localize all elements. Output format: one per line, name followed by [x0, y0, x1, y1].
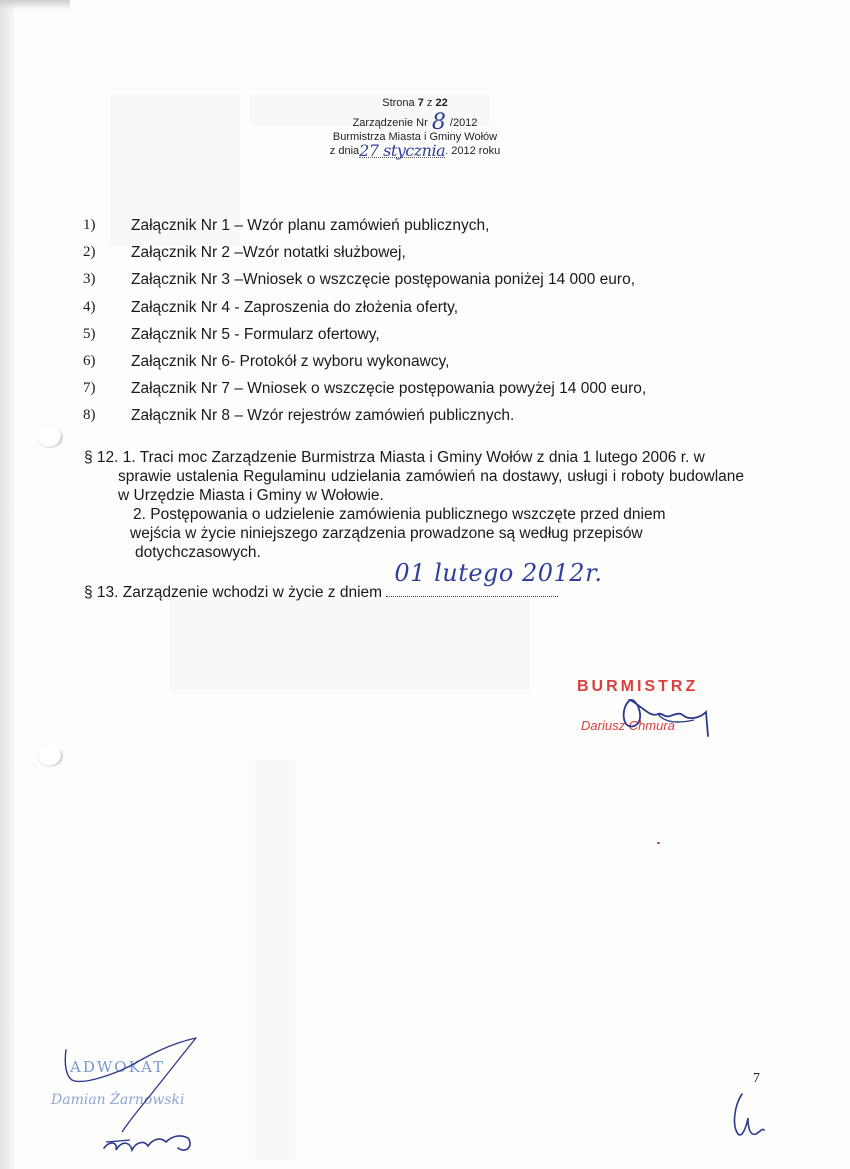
- list-item-text: Załącznik Nr 2 –Wzór notatki służbowej,: [131, 244, 406, 262]
- order-prefix: Zarządzenie Nr: [352, 117, 428, 129]
- list-item: [80, 402, 720, 429]
- section-13-text: § 13. Zarządzenie wchodzi w życie z dniem: [84, 584, 383, 601]
- list-item-number: 7): [83, 380, 96, 397]
- list-item-text: Załącznik Nr 6- Protokół z wyboru wykonawcy,: [131, 352, 450, 370]
- list-item: [80, 321, 720, 348]
- issuer-line: Burmistrza Miasta i Gminy Wołów: [332, 131, 498, 143]
- order-number-line: [300, 110, 530, 135]
- page-indicator: [300, 96, 530, 110]
- page-separator: z: [426, 97, 433, 109]
- document-header: [300, 96, 530, 158]
- scan-edge: [0, 0, 14, 1169]
- advocate-stamp-name: Damian Żarnowski: [51, 1092, 185, 1108]
- scan-shadow: [0, 0, 70, 10]
- mayor-stamp: [572, 678, 732, 748]
- list-item: [80, 294, 720, 321]
- page-current: 7: [417, 97, 424, 109]
- section-12-first-line: § 12. 1. Traci moc Zarządzenie Burmistrza Miasta i Gminy Wołów z dnia 1 lutego 2006 r. w: [84, 449, 705, 466]
- show-through: [255, 760, 295, 1160]
- advocate-stamp-title: ADWOKAT: [70, 1058, 166, 1076]
- section-12-continuation: sprawie ustalenia Regulaminu udzielania zamówień na dostawy, usługi i roboty budowlane w Urzędzie Miasta i Gminy w Wołowie.: [118, 468, 744, 504]
- punch-hole: [37, 745, 63, 767]
- list-item-number: 3): [83, 271, 96, 288]
- date-prefix: z dnia: [329, 145, 360, 157]
- order-year: /2012: [449, 117, 478, 129]
- list-item-text: Załącznik Nr 5 - Formularz ofertowy,: [131, 325, 380, 343]
- page-initial-signature: [728, 1088, 768, 1140]
- section-12-point-2-line-3: dotychczasowych.: [135, 544, 261, 561]
- list-item-number: 8): [83, 407, 96, 424]
- date-suffix: 2012 roku: [451, 145, 501, 157]
- show-through: [170, 600, 530, 690]
- punch-hole: [37, 426, 63, 448]
- list-item: [80, 266, 720, 293]
- list-item-number: 6): [83, 352, 96, 369]
- list-item: [80, 375, 720, 402]
- page-prefix: Strona: [382, 97, 415, 109]
- mayor-signature: [572, 678, 732, 748]
- section-13: [84, 559, 603, 602]
- list-item-text: Załącznik Nr 7 – Wniosek o wszczęcie postępowania powyżej 14 000 euro,: [131, 380, 647, 398]
- list-item-text: Załącznik Nr 3 –Wniosek o wszczęcie postępowania poniżej 14 000 euro,: [131, 271, 636, 289]
- date-handwritten: 27 stycznia: [359, 141, 446, 160]
- list-item: [80, 348, 720, 375]
- stamp-title: BURMISTRZ: [577, 678, 699, 695]
- list-item-number: 2): [83, 244, 96, 261]
- page-total: 22: [435, 97, 448, 109]
- date-fill-line: [386, 559, 603, 597]
- list-item-number: 4): [83, 298, 96, 315]
- order-number-handwritten: 8: [431, 110, 446, 135]
- list-item-text: Załącznik Nr 8 – Wzór rejestrów zamówień publicznych.: [131, 407, 515, 425]
- date-line: z dnia27 stycznia. 2012 roku: [329, 141, 501, 160]
- stamp-name: Dariusz Chmura: [581, 718, 675, 733]
- list-item-text: Załącznik Nr 4 - Zaproszenia do złożenia oferty,: [131, 298, 459, 316]
- page-number: 7: [753, 1071, 760, 1086]
- section-12-point-2-line-1: 2. Postępowania o udzielenie zamówienia publicznego wszczęte przed dniem: [133, 506, 666, 523]
- section-12-point-2-line-2: wejścia w życie niniejszego zarządzenia prowadzone są według przepisów: [130, 525, 643, 542]
- list-item: [80, 239, 720, 266]
- list-item-text: Załącznik Nr 1 – Wzór planu zamówień publicznych,: [131, 217, 490, 234]
- attachments-list: [80, 212, 720, 430]
- advocate-signature: [48, 1036, 218, 1161]
- advocate-stamp: [48, 1036, 218, 1161]
- effective-date-handwritten: 01 lutego 2012r.: [394, 559, 603, 587]
- list-item-number: 1): [83, 217, 96, 233]
- list-item-number: 5): [83, 325, 96, 342]
- list-item: [80, 212, 720, 239]
- ink-speck: [657, 842, 660, 844]
